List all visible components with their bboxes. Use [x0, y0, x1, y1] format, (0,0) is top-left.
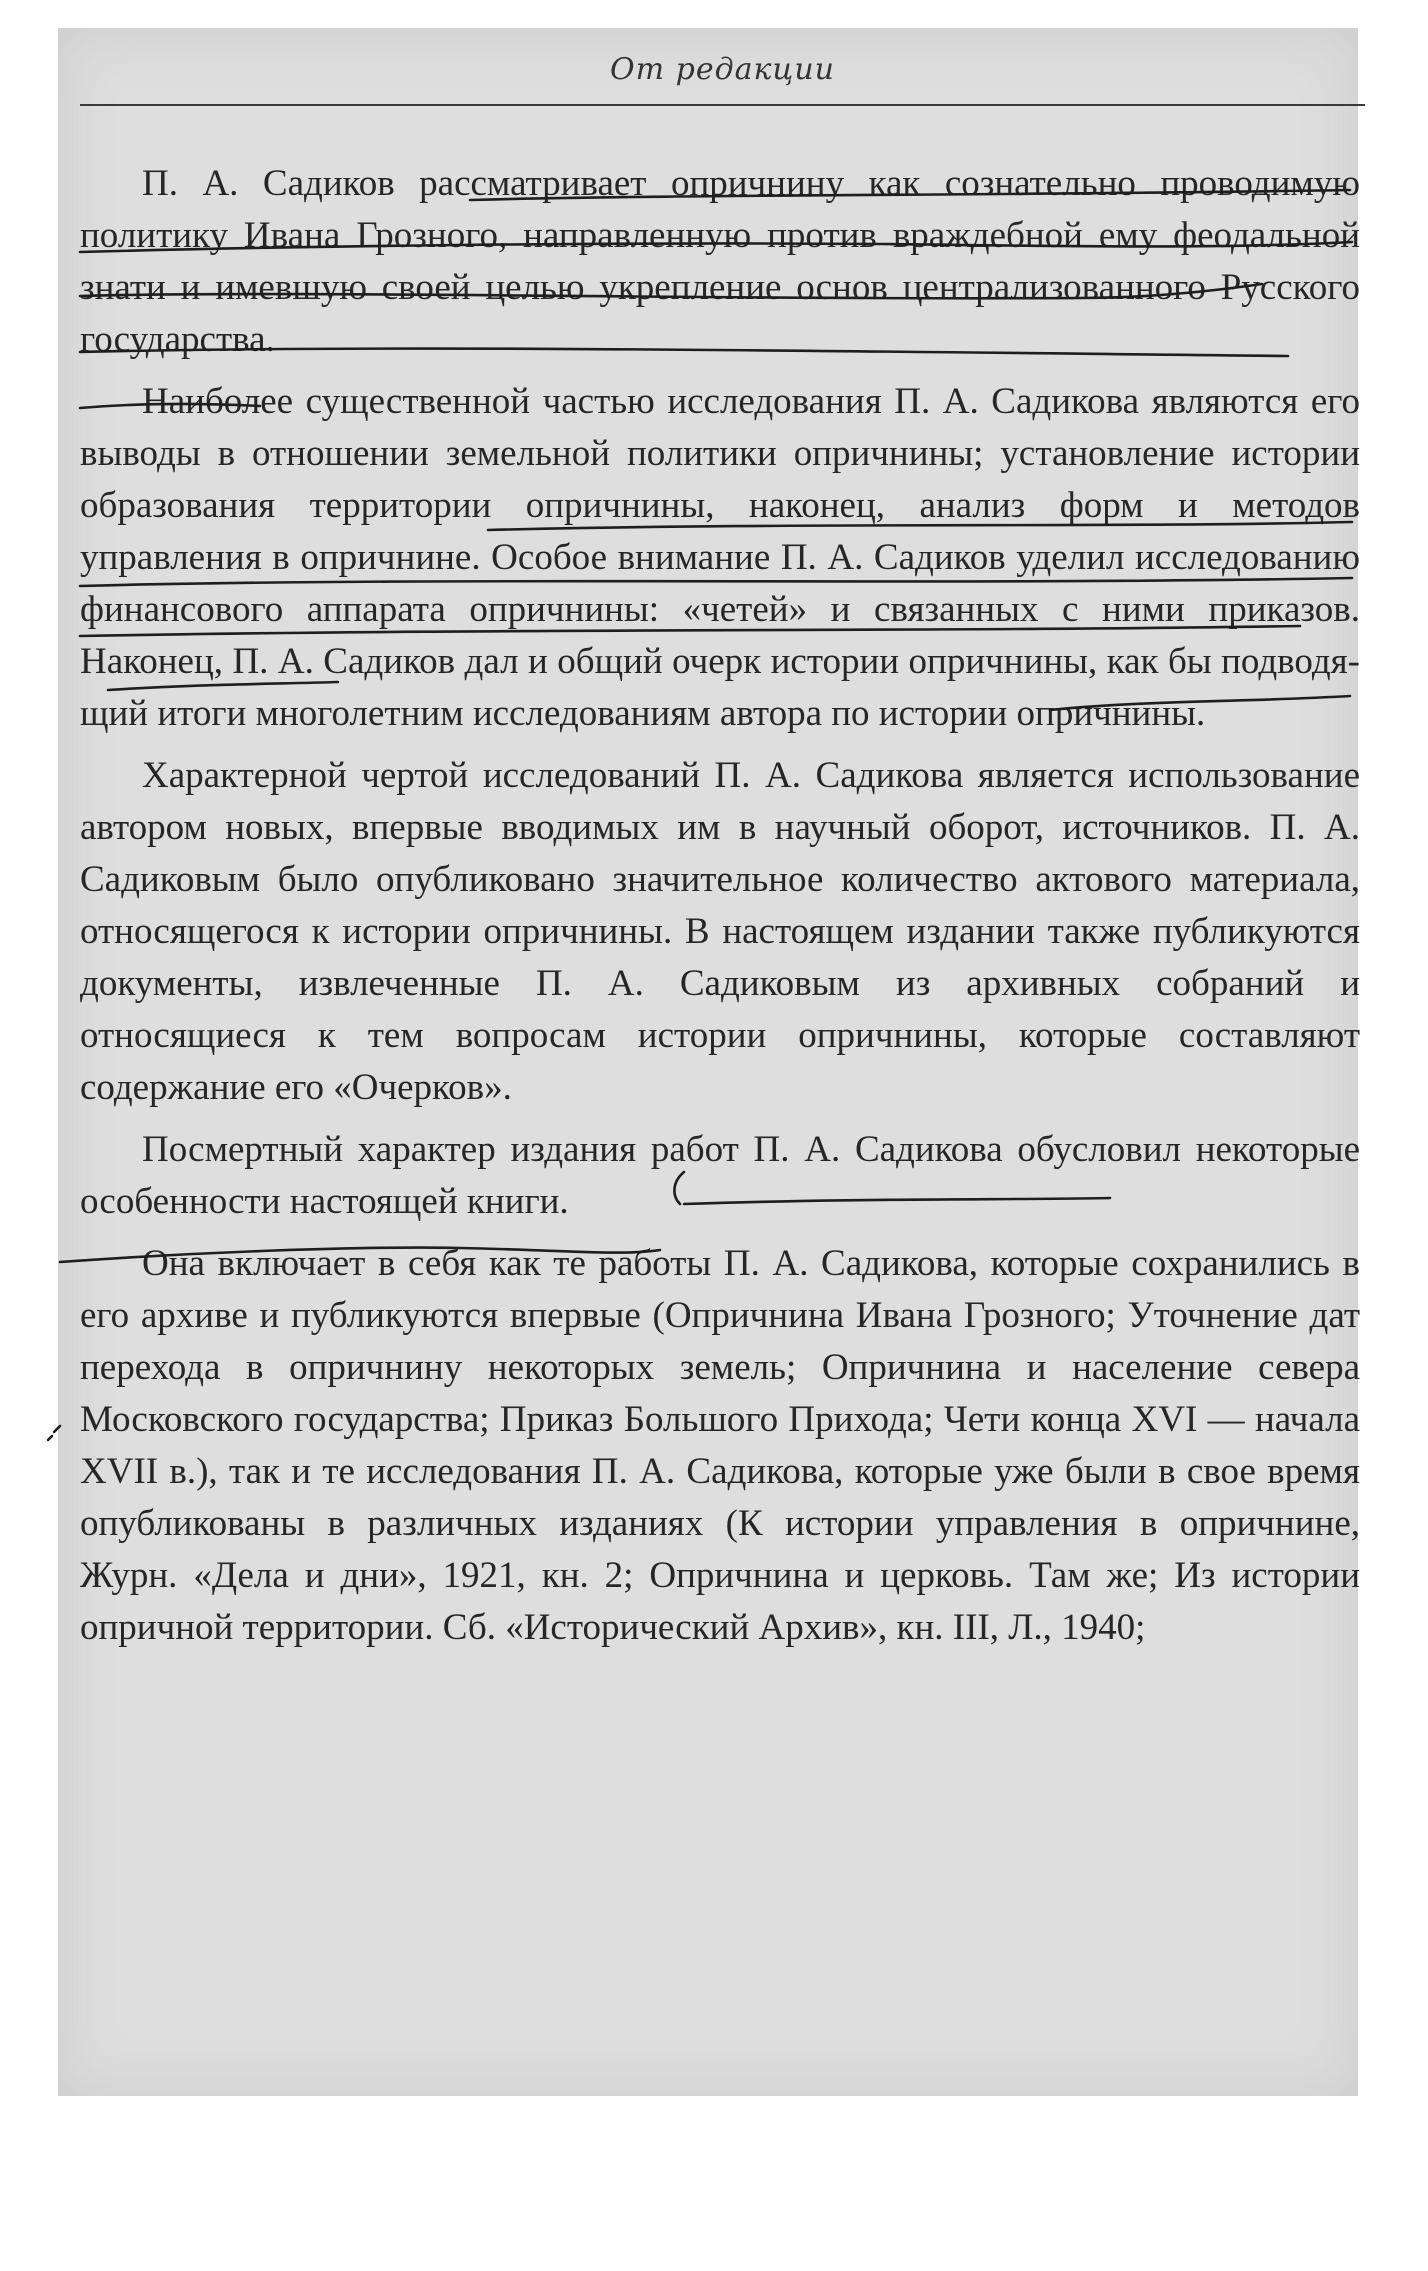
body-text	[80, 158, 1360, 1664]
paragraph-3: Характерной чертой исследований П. А. Садикова является использование автором новых, впервые вводимых им в научный оборот, источников. П. А. Садиковым было опубликовано значительное количество актового материала, относящегося к истории опричнины. В настоящем издании также публикуются документы, извлеченные П. А. Садиковым из архивных собраний и относящиеся к тем вопросам истории опричнины, которые составляют содержание его «Очерков».	[80, 755, 1360, 1108]
paragraph-2: Наиболее существенной частью исследования П. А. Садикова являются его выводы в отношении земельной политики опричнины; установление истории образования территории опричнины, наконец, анализ форм и методов управления в опричнине. Особое внимание П. А. Садиков уделил исследованию финансового аппарата опричнины: «четей» и связанных с ними приказов. Наконец, П. А. Садиков дал и общий очерк истории опричнины, как бы подводящий итоги многолетним исследованиям автора по истории опричнины.	[80, 381, 1360, 734]
paragraph-5: Она включает в себя как те работы П. А. Садикова, которые сохранились в его архиве и публикуются впервые (Опричнина Ивана Грозного; Уточнение дат перехода в опричнину некоторых земель; Опричнина и население севера Московского государства; Приказ Большого Прихода; Чети конца XVI — начала XVII в.), так и те исследования П. А. Садикова, которые уже были в свое время опубликованы в различных изданиях (К истории управления в опричнине, Журн. «Дела и дни», 1921, кн. 2; Опричнина и церковь. Там же; Из истории опричной территории. Сб. «Исторический Архив», кн. III, Л., 1940;	[80, 1243, 1360, 1648]
page-header	[80, 52, 1365, 112]
running-title: От редакции	[610, 52, 835, 87]
paragraph-1: П. А. Садиков рассматривает опричнину как сознательно проводимую политику Ивана Грозного, направленную против враждебной ему феодальной знати и имевшую своей целью укрепление основ централизованного Русского государства.	[80, 163, 1360, 360]
header-rule	[80, 104, 1365, 106]
paragraph-4: Посмертный характер издания работ П. А. Садикова обусловил некоторые особенности настоящей книги.	[80, 1129, 1360, 1222]
